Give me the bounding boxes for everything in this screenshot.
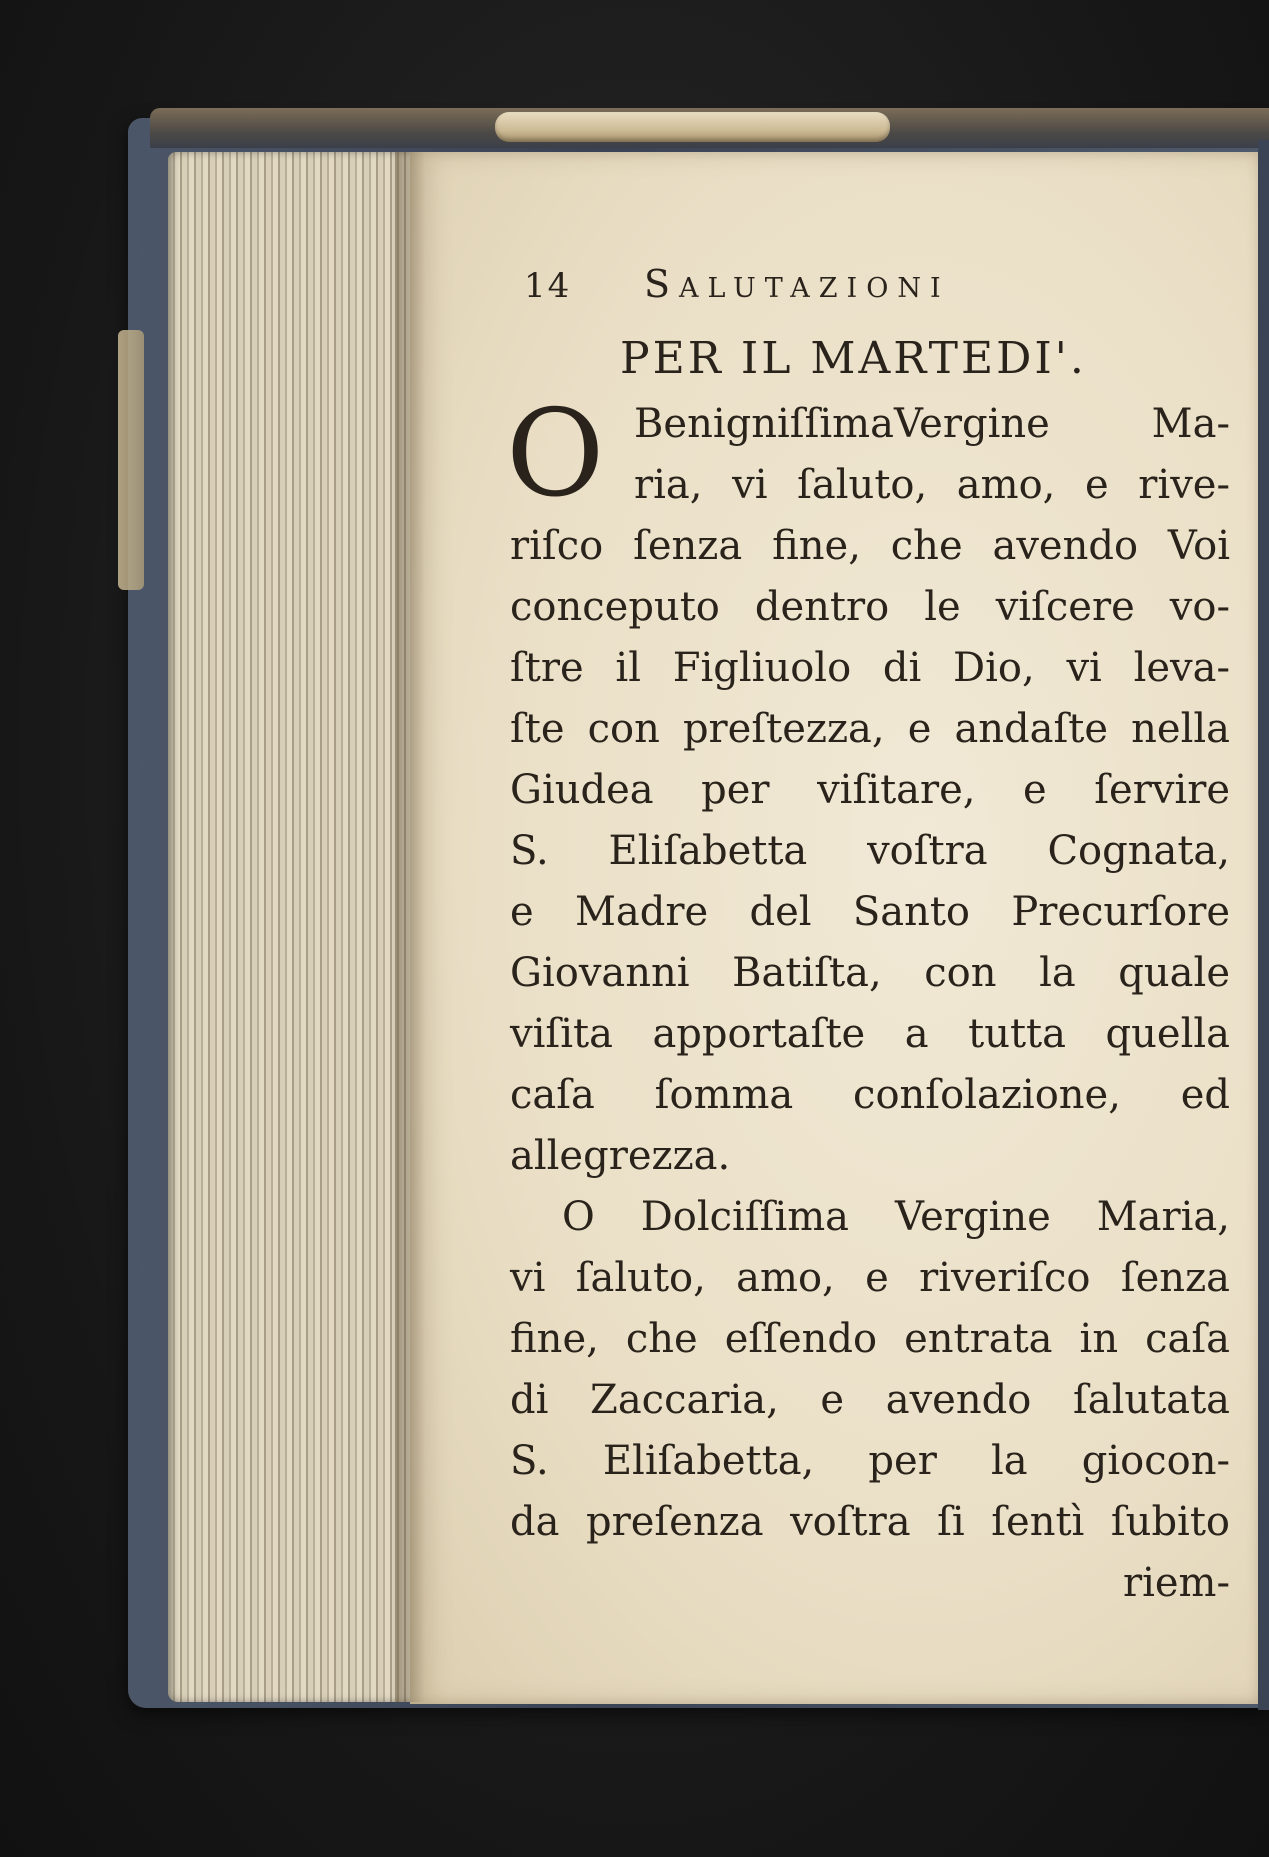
catchword: riem- bbox=[1122, 1560, 1230, 1606]
page-block-edges bbox=[168, 152, 418, 1702]
text-line: Giovanni Batiſta, con la quale bbox=[510, 950, 1230, 996]
text-line: conceputo dentro le viſcere vo- bbox=[510, 584, 1230, 630]
running-head-title: Salutazioni bbox=[644, 262, 950, 306]
text-line: ſtre il Figliuolo di Dio, vi leva- bbox=[510, 645, 1230, 691]
cover-right-edge bbox=[1258, 140, 1269, 1710]
text-line: da preſenza voſtra ſi ſentì ſubito bbox=[510, 1499, 1230, 1545]
text-line: vi ſaluto, amo, e riveriſco ſenza bbox=[510, 1255, 1230, 1301]
text-line: allegrezza. bbox=[510, 1133, 731, 1179]
section-title: PER IL MARTEDI'. bbox=[620, 333, 1087, 384]
drop-cap: O bbox=[506, 385, 605, 524]
text-line: O Dolciſſima Vergine Maria, bbox=[562, 1194, 1230, 1240]
gutter-shadow bbox=[395, 152, 425, 1702]
text-line: e Madre del Santo Precurſore bbox=[510, 889, 1230, 935]
text-line: fine, che eſſendo entrata in caſa bbox=[510, 1316, 1230, 1362]
page-number: 14 bbox=[524, 266, 572, 306]
text-line: ria, vi ſaluto, amo, e rive- bbox=[634, 462, 1230, 508]
page-text bbox=[506, 262, 1230, 1614]
text-line: di Zaccaria, e avendo ſalutata bbox=[510, 1377, 1230, 1423]
text-line: Giudea per viſitare, e ſervire bbox=[510, 767, 1230, 813]
text-line: viſita apportaſte a tutta quella bbox=[510, 1011, 1230, 1057]
text-line: S. Eliſabetta, per la giocon- bbox=[510, 1438, 1230, 1484]
running-head bbox=[510, 262, 1230, 318]
text-line: BenigniſſimaVergine Ma- bbox=[634, 401, 1230, 447]
text-line: caſa ſomma conſolazione, ed bbox=[510, 1072, 1230, 1118]
cover-wear bbox=[118, 330, 144, 590]
text-line: riſco ſenza fine, che avendo Voi bbox=[510, 523, 1230, 569]
headband bbox=[495, 112, 890, 142]
body-text bbox=[506, 385, 1230, 1614]
text-line: ſte con preſtezza, e andaſte nella bbox=[510, 706, 1230, 752]
text-line: S. Eliſabetta voſtra Cognata, bbox=[510, 828, 1230, 874]
